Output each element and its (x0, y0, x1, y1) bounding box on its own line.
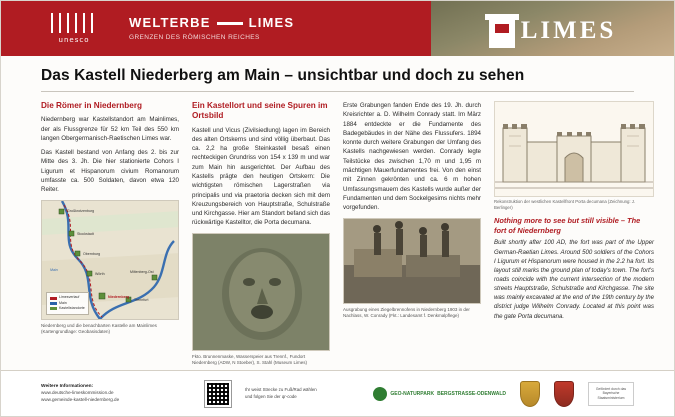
svg-text:Trennfurt: Trennfurt (134, 297, 149, 302)
welterbe-subtitle: GRENZEN DES RÖMISCHEN REICHES (129, 33, 260, 41)
qr-note (245, 387, 323, 399)
svg-text:Stockstadt: Stockstadt (77, 231, 94, 236)
welterbe-word: WELTERBE (129, 15, 211, 31)
header-logos (1, 1, 431, 56)
legend-item (50, 306, 85, 311)
further-info (41, 383, 191, 404)
limes-badge (489, 14, 617, 48)
excavation-graphic (344, 219, 481, 304)
header-photo (431, 1, 674, 56)
svg-text:Wörth: Wörth (95, 271, 105, 276)
board-header (1, 1, 674, 56)
svg-text:Großkrotzenburg: Großkrotzenburg (67, 208, 95, 213)
welterbe-title (129, 16, 294, 30)
english-heading: Nothing more to see but still visible – The fort of Niedernberg (494, 216, 641, 235)
photo-caption: Ausgrabung eines Ziegelbrennofens in Niedernberg 1903 in der Nachlass, W. Conrady (Fkt.: Landesamt f. Denkmalpflege) (343, 306, 470, 318)
photo-caption: Fkto. Brunnenmaske, Wasserspeier aus Trennf., Fundort Niedernberg (ADW, N Stoeber), S. Stahl (Museum Limes) (192, 353, 308, 365)
legend-label: Kastellstandorte (59, 306, 85, 311)
column-heading: Die Römer in Niedernberg (41, 101, 143, 110)
svg-text:Miltenberg-Ost: Miltenberg-Ost (130, 269, 154, 274)
column-reconstruction (494, 101, 654, 366)
english-paragraph: Built shortly after 100 AD, the fort was part of the Upper German-Raetian Limes. Around 500 soldiers of the Cohors I Ligurum et Hispanorum were housed in the 2.2 ha fort. Its layout still marks the ground plan of today's town. The fort's roads coincide with the current intersection of the modern streets Hauptstraße, Schulstraße and Kirchgasse. The site was mainly excavated at the end of the 19th century by the district judge Wilhelm Conrady. Located at this point was the gate Porta decumana. (494, 239, 654, 320)
fort-reconstruction-illustration (494, 101, 654, 197)
further-info-label: Weitere Informationen: (41, 384, 94, 390)
legend-swatch (50, 307, 57, 310)
unesco-label: unesco (58, 36, 90, 44)
geopark-icon (373, 387, 387, 401)
coat-of-arms-gold (520, 381, 540, 407)
paragraph: Erste Grabungen fanden Ende des 19. Jh. durch Kreisrichter a. D. Wilhelm Conrady statt. Im März 1884 entdeckte er die Fundamente des Badegebäudes in der Nähe des Flussufers. 1894 konnte durch weitere Grabungen der Umfang des Kastells nachgewiesen werden. Conrady legte Teilstücke des zwischen 1,70 m und 1,95 m mächtigen Mauerfundamentes frei. Von den einst mit Zinnen gekrönten und ca. 6 m hohen Umfassungsmauern des Kastells wurde außer der Fundamenten und dem Sockelgesims nichts mehr vorgefunden. (343, 102, 481, 212)
paragraph: Niedernberg war Kastellstandort am Mainlimes, der als Flussgrenze für 52 km Teil des 550 km langen Obergermanisch-Raetischen Limes war. (41, 116, 179, 142)
map-caption: Niedernberg und die benachbarten Kastelle am Mainlimes (Kartengrundlage: Geobasisdaten) (41, 322, 157, 334)
content-columns (1, 92, 674, 366)
page-title: Das Kastell Niederberg am Main – unsichtbar und doch zu sehen (41, 67, 525, 84)
board-footer (1, 370, 674, 416)
legend-swatch (50, 297, 57, 300)
paragraph: Kastell und Vicus (Zivilsiedlung) lagen im Bereich des alten Ortskerns und sind völlig überbaut. Das ca. 2,2 ha große Steinkastell besaß einen rechteckigen Grundriss von 154 x 139 m und war zum Main hin ausgerichtet. Der Aufbau des Kastells prägte den heutigen Ortskern: Die wichtigsten römischen Lagerstraßen via principalis und via praetoria decken sich mit dem Kreuzungsbereich von Hauptstraße, Schulstraße und Kirchgasse. Hier am Standort befand sich das rückwärtige Kastelltor, die Porta decumana. (192, 126, 330, 227)
reconstruction-graphic (495, 102, 653, 196)
column-excavations (343, 101, 481, 366)
paragraph: Das Kastell bestand von Anfang des 2. bis zur Mitte des 3. Jh. Die hier stationierte Cohors I Ligurum et Hispanorum civium Romanorum umfasste ca. 500 Soldaten, davon etwa 120 Reiter. (41, 149, 179, 194)
legend-label: Main (59, 300, 67, 305)
logo-bar (217, 22, 243, 25)
map-legend (46, 292, 89, 314)
unesco-temple-icon (51, 13, 97, 33)
column-fort-traces (192, 101, 330, 366)
excavation-photo (343, 218, 481, 304)
sponsor-logo: Gefördert durch das Bayerische Staatsministerium (588, 382, 634, 406)
column-heading: Ein Kastellort und seine Spuren im Ortsbild (192, 101, 328, 121)
qr-note-line: und folgen Sie der qr-code (245, 393, 297, 399)
illustration-caption: Rekonstruktion der westlichen Kastellfront Porta decumana (Zeichnung: J. Berlinger) (494, 199, 636, 210)
legend-swatch (50, 302, 57, 305)
limes-badge-text: LIMES (520, 16, 617, 44)
limes-word: LIMES (248, 15, 295, 31)
qr-note-line: Ihr weist Strecke zu Fuß/Rad wählen (245, 387, 317, 393)
limes-map (41, 200, 179, 320)
geopark-title: GEO-NATURPARK (390, 390, 435, 397)
svg-text:Main: Main (50, 267, 58, 272)
welterbe-limes-logo (129, 16, 294, 40)
unesco-logo (41, 9, 107, 49)
stone-mask-photo (192, 233, 330, 351)
info-link[interactable]: www.deutsche-limeskommission.de (41, 390, 114, 396)
geopark-logo (373, 387, 506, 401)
coat-of-arms-red (554, 381, 574, 407)
column-romans (41, 101, 179, 366)
english-summary (494, 216, 654, 321)
geopark-subtitle: BERGSTRASSE-ODENWALD (437, 390, 506, 397)
svg-text:Niedernberg: Niedernberg (108, 294, 130, 299)
watchtower-icon (489, 14, 515, 48)
svg-text:Obernburg: Obernburg (83, 251, 101, 256)
info-link[interactable]: www.gemeinde-kastell-niedernberg.de (41, 397, 120, 403)
legend-label: Limesverlauf (59, 295, 80, 300)
stone-mask-graphic (193, 234, 330, 351)
qr-code[interactable] (205, 381, 231, 407)
